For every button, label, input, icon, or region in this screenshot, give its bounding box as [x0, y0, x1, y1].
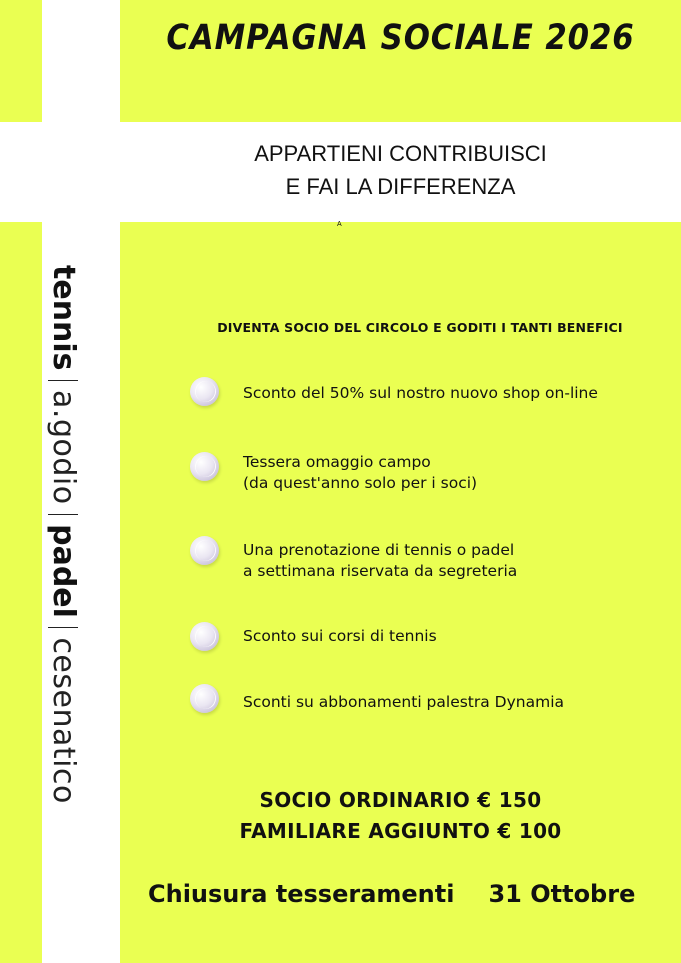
price-family: FAMILIARE AGGIUNTO € 100: [239, 819, 562, 843]
logo-separator: [48, 514, 78, 516]
logo-separator: [48, 380, 78, 382]
benefit-line: (da quest'anno solo per i soci): [243, 474, 478, 492]
closing-date: 31 Ottobre: [488, 880, 636, 908]
logo-word-cesenatico: cesenatico: [46, 637, 81, 804]
tennis-ball-icon: [190, 536, 219, 565]
page-title: CAMPAGNA SOCIALE 2026: [166, 18, 635, 58]
benefits-heading: DIVENTA SOCIO DEL CIRCOLO E GODITI I TANTI BENEFICI: [217, 320, 623, 335]
closing-label: Chiusura tesseramenti: [148, 880, 455, 908]
logo-separator: [48, 627, 78, 629]
benefit-item: [243, 692, 564, 713]
benefit-item: [243, 452, 477, 494]
benefit-line: a settimana riservata da segreteria: [243, 562, 518, 580]
white-horizontal-band: [0, 122, 681, 222]
subtitle-line-2: E FAI LA DIFFERENZA: [285, 174, 516, 199]
vertical-club-logo: [45, 265, 81, 804]
tennis-ball-icon: [190, 622, 219, 651]
logo-word-godio: a.godio: [46, 390, 81, 505]
tiny-mark: A: [337, 221, 342, 228]
benefit-line: Tessera omaggio campo: [243, 453, 431, 471]
logo-word-tennis: tennis: [46, 265, 81, 371]
tennis-ball-icon: [190, 452, 219, 481]
benefit-item: [243, 626, 437, 647]
logo-word-padel: padel: [46, 524, 81, 618]
benefit-line: Sconti su abbonamenti palestra Dynamia: [243, 693, 565, 711]
closing-notice: [148, 880, 635, 908]
benefit-line: Sconto del 50% sul nostro nuovo shop on-line: [243, 384, 598, 402]
tennis-ball-icon: [190, 377, 219, 406]
subtitle-line-1: APPARTIENI CONTRIBUISCI: [254, 141, 547, 166]
price-ordinary: SOCIO ORDINARIO € 150: [259, 788, 542, 812]
tennis-ball-icon: [190, 684, 219, 713]
benefit-item: [243, 383, 598, 404]
benefit-item: [243, 540, 517, 582]
benefit-line: Una prenotazione di tennis o padel: [243, 541, 515, 559]
benefit-line: Sconto sui corsi di tennis: [243, 627, 437, 645]
